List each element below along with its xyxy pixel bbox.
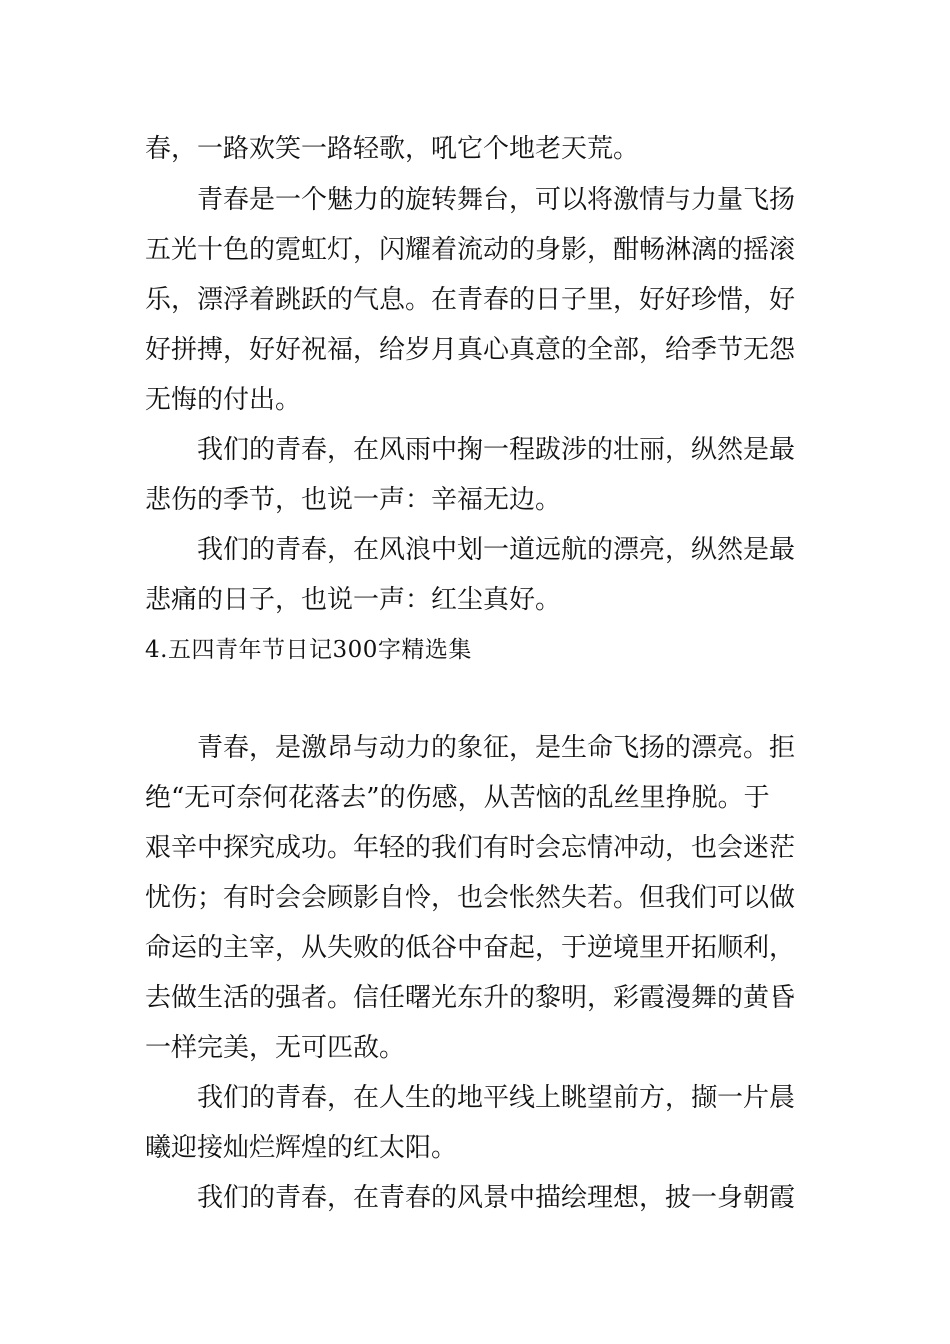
section-heading: 4.五四青年节日记300字精选集 xyxy=(145,637,472,663)
paragraph-line: 命运的主宰，从失败的低谷中奋起，于逆境里开拓顺利， xyxy=(145,933,796,963)
paragraph-line: 春，一路欢笑一路轻歌，吼它个地老天荒。 xyxy=(145,134,640,164)
paragraph-line: 艰辛中探究成功。年轻的我们有时会忘情冲动，也会迷茫 xyxy=(145,833,796,863)
paragraph-line: 我们的青春，在风浪中划一道远航的漂亮，纵然是最 xyxy=(197,535,796,565)
paragraph-line: 曦迎接灿烂辉煌的红太阳。 xyxy=(145,1133,458,1163)
paragraph-line: 我们的青春，在青春的风景中描绘理想，披一身朝霞 xyxy=(197,1183,796,1213)
paragraph-line: 乐，漂浮着跳跃的气息。在青春的日子里，好好珍惜，好 xyxy=(145,285,796,315)
paragraph-line: 我们的青春，在风雨中掬一程跋涉的壮丽，纵然是最 xyxy=(197,435,796,465)
paragraph-line: 青春，是激昂与动力的象征，是生命飞扬的漂亮。拒 xyxy=(197,733,796,763)
paragraph-line: 我们的青春，在人生的地平线上眺望前方，撷一片晨 xyxy=(197,1083,796,1113)
paragraph-line: 绝“无可奈何花落去”的伤感，从苦恼的乱丝里挣脱。于 xyxy=(145,783,770,813)
paragraph-line: 悲痛的日子，也说一声：红尘真好。 xyxy=(145,585,562,615)
paragraph-line: 去做生活的强者。信任曙光东升的黎明，彩霞漫舞的黄昏 xyxy=(145,983,796,1013)
paragraph-line: 五光十色的霓虹灯，闪耀着流动的身影，酣畅淋漓的摇滚 xyxy=(145,235,796,265)
paragraph-line: 忧伤；有时会会顾影自怜，也会怅然失若。但我们可以做 xyxy=(145,883,796,913)
paragraph-line: 青春是一个魅力的旋转舞台，可以将激情与力量飞扬 xyxy=(197,185,796,215)
paragraph-line: 好拼搏，好好祝福，给岁月真心真意的全部，给季节无怨 xyxy=(145,335,796,365)
paragraph-line: 无悔的付出。 xyxy=(145,385,302,415)
paragraph-line: 一样完美，无可匹敌。 xyxy=(145,1033,406,1063)
paragraph-line: 悲伤的季节，也说一声：辛福无边。 xyxy=(145,485,562,515)
